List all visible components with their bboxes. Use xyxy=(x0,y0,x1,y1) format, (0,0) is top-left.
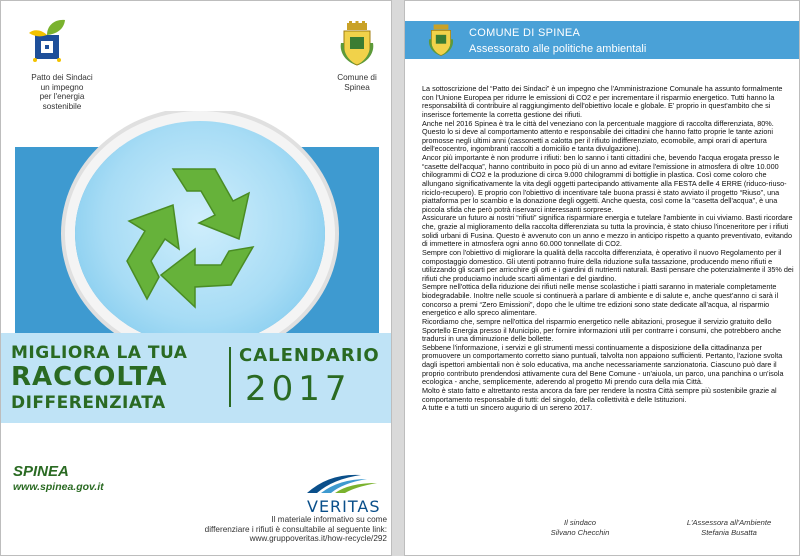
header-title: COMUNE DI SPINEA xyxy=(469,27,581,39)
header-band xyxy=(405,21,799,59)
paragraph: Ancor più importante è non produrre i rifiuti: ben lo sanno i tanti cittadini che, bevendo l'acqua erogata presso le “casette dell'acqua”, hanno contribuito in poco più di un anno ad evitare l'emissione in atmosfera di oltre 10.000 chilogrammi di CO2 e la produzione di circa 9.000 chilogrammi di bottiglie in plastica. Così come coloro che allungano significativamente la vita degli oggetti partecipando attivamente alla FESTA delle 4 ERRE (riduco-riuso-riciclo-recupero). E proprio con l'obiettivo di incentivare tale buona prassi è stato avviato il progetto “Riuso”, una piattaforma per lo scambio e la donazione degli oggetti. Anche questa, così come la “casetta dell'acqua”, è una piccola sfida che però potrà riservarci interessanti sorprese. xyxy=(422,153,787,214)
spinea-crest-icon xyxy=(427,23,455,62)
patto-dei-sindaci-logo xyxy=(21,17,73,67)
title-banner xyxy=(1,333,391,423)
calendar-label: CALENDARIO xyxy=(239,345,380,366)
headline-line: DIFFERENZIATA xyxy=(11,393,166,413)
paragraph: Ricordiamo che, sempre nell'ottica del risparmio energetico nelle abitazioni, prosegue il servizio gratuito dello Sportello Energia presso il Municipio, per fornire informazioni utili per contrarre i consumi, che potrebbero anche tradursi in una diminuzione delle bollette. xyxy=(422,316,782,344)
paragraph: Anche nel 2016 Spinea è tra le città del veneziano con la percentuale maggiore di raccolta differenziata, 80%. Questo lo si deve al comportamento attento e responsabile dei cittadini che hanno fatto proprie le tante azioni promosse negli ultimi anni (cassonetti a calotta per il rifiuto indifferenziato, ecomobile, ampi orari di apertura dell'ecocentro, ingombranti raccolti a domicilio e tanta divulgazione). xyxy=(422,118,774,154)
paragraph: Molto è stato fatto e altrettanto resta ancora da fare per rendere la nostra Città sempre più sostenibile grazie al comportamento responsabile di tutti: del singolo, della collettività e delle Istituzioni. xyxy=(422,385,777,404)
website-link[interactable]: www.spinea.gov.it xyxy=(13,481,104,493)
patto-logo-caption xyxy=(7,73,117,111)
caption-line: per l'energia xyxy=(39,92,85,101)
signature-role: Il sindaco xyxy=(563,518,597,527)
info-note xyxy=(97,515,387,544)
info-line: Il materiale informativo su come xyxy=(271,515,387,524)
signature-name: Stefania Busatta xyxy=(701,528,757,537)
divider xyxy=(229,347,231,407)
headline-line: RACCOLTA xyxy=(11,362,168,392)
signature-mayor xyxy=(535,518,625,538)
signature-name: Silvano Checchin xyxy=(550,528,610,537)
calendar-year: 2017 xyxy=(245,369,352,409)
brand-name: SPINEA xyxy=(13,463,69,480)
caption-line: un impegno xyxy=(40,82,84,92)
paragraph: Sempre nell'ottica della riduzione dei rifiuti nelle mense scolastiche i piatti saranno in materiale completamente biodegradabile. Inoltre nelle scuole si continuerà a parlare di ambiente e di salute e, anche quest'anno ci sarà il concorso a premi “Zero Emissioni”, dopo che le ultime tre edizioni sono state dedicate all'acqua, al risparmio energetico e allo spreco alimentare. xyxy=(422,282,779,318)
paragraph: Sempre con l'obiettivo di migliorare la qualità della raccolta differenziata, è operativo il nuovo Regolamento per il compostaggio domestico. Gli utenti potranno fruire della riduzione sulla tassazione, producendo meno rifiuti e utilizzando gli scarti per arricchire gli orti e i giardini di nutrienti naturali. Basti pensare che potenzialmente il 35% dei rifiuti che produciamo include scarti alimentari e del giardino. xyxy=(422,247,794,283)
recycle-icon xyxy=(103,139,293,329)
spinea-crest-icon xyxy=(339,21,375,72)
caption-line: Comune di xyxy=(337,73,377,82)
headline-line: MIGLIORA LA TUA xyxy=(11,343,188,363)
veritas-logo-text: VERITAS xyxy=(307,497,381,516)
recycle-hero-image xyxy=(15,111,379,333)
header-subtitle: Assessorato alle politiche ambientali xyxy=(469,43,647,55)
info-line: differenziare i rifiuti è consultabile al seguente link: xyxy=(204,524,387,534)
letter-body xyxy=(422,85,794,413)
info-link[interactable]: www.gruppoveritas.it/how-recycle/292 xyxy=(249,534,387,544)
signature-role: L'Assessora all'Ambiente xyxy=(686,518,772,527)
caption-line: Patto dei Sindaci xyxy=(31,73,93,82)
letter-page xyxy=(404,0,800,556)
paragraph: Assicurare un futuro ai nostri “rifiuti” significa risparmiare energia e tutelare l'ambiente in cui viviamo. Basti ricordare che, grazie al miglioramento della raccolta differenziata su tutta la provincia, è stato chiuso l'inceneritore per i rifiuti solidi urbani di Fusina. Questo è avvenuto con un anno e mezzo in anticipo rispetto a quanto preventivato, evitando di immettere in atmosfera ogni anno 60.000 tonnellate di CO2. xyxy=(422,213,793,249)
caption-line: sostenibile xyxy=(42,101,82,111)
signature-assessor xyxy=(667,518,791,538)
calendar-cover xyxy=(0,0,392,556)
caption-line: Spinea xyxy=(344,82,370,92)
paragraph: A tutte e a tutti un sincero augurio di un sereno 2017. xyxy=(422,403,593,413)
paragraph: Sebbene l'informazione, i servizi e gli strumenti messi continuamente a disposizione della cittadinanza per promuovere un comportamento corretto siano puntuali, talvolta non appaiono sufficienti. Pertanto, l'azione svolta dagli ispettori ambientali non è solo educativa, ma anche necessariamente sanzionatoria. Ciascuno può dare il proprio contributo prendendosi attivamente cura del Bene Comune - un'aiuola, un parco, una panchina o un'isola ecologica - anche, semplicemente, aderendo al progetto Mi prendo cura della mia Città. xyxy=(422,342,784,387)
paragraph: La sottoscrizione del “Patto dei Sindaci” è un impegno che l'Amministrazione Comunale ha assunto formalmente con l'Unione Europea per ridurre le emissioni di CO2 e per incrementare il risparmio energetico. Tutti hanno la responsabilità di contribuire al raggiungimento dell'obiettivo locale e globale. E' proprio in quest'ambito che si inserisce fortemente la corretta gestione dei rifiuti. xyxy=(422,84,783,119)
comune-caption xyxy=(329,73,385,92)
